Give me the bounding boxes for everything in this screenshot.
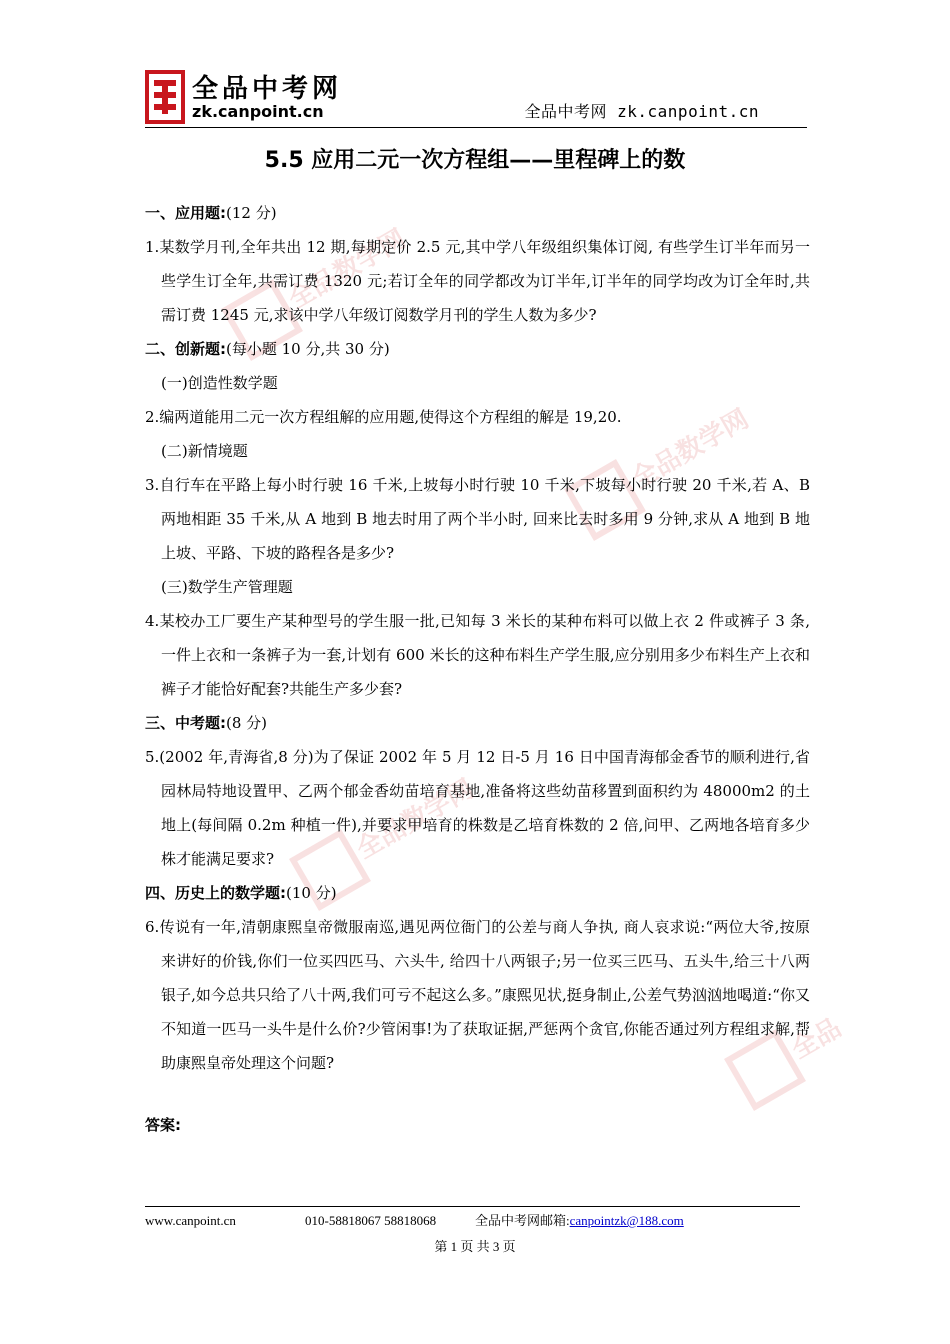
section-heading-2 [145,332,810,366]
section-note: (12 分) [226,204,277,222]
section-title: 二、创新题: [145,340,226,358]
question-6: 6.传说有一年,清朝康熙皇帝微服南巡,遇见两位衙门的公差与商人争执, 商人哀求说:“两位大爷,按原来讲好的价钱,你们一位买四匹马、六头牛, 给四十八两银子;另一位买三匹马、五头牛,给三十八两银子,如今总共只给了八十两,我们可亏不起这么多。”康熙见状,挺身制止,公差气势汹汹地喝道:“你又不知道一匹马一头牛是什么价?少管闲事!为了获取证据,严惩两个贪官,你能否通过列方程组求解,帮助康熙皇帝处理这个问题? [145,918,810,1072]
subsection-label: (三)数学生产管理题 [161,578,293,596]
canpoint-logo-icon [145,70,185,124]
section-heading-4 [145,876,810,910]
footer-mail-label: 全品中考网邮箱: [475,1213,570,1228]
logo-text: 全品中考网 [192,74,343,104]
section-title: 一、应用题: [145,204,226,222]
section-note: (10 分) [286,884,337,902]
section-title: 四、历史上的数学题: [145,884,286,902]
watermark-icon: 全品 [724,1029,806,1111]
subsection-label: (二)新情境题 [161,442,248,460]
footer-divider [145,1206,800,1207]
footer-phone: 010-58818067 58818068 [305,1213,437,1228]
watermark-icon: 全品数学网 [289,829,371,911]
watermark-icon: 全品数学网 [221,279,303,361]
page-title: 5.5 应用二元一次方程组——里程碑上的数 [264,148,686,173]
section-title: 三、中考题: [145,714,226,732]
footer-mail-link[interactable]: canpointzk@188.com [569,1213,684,1228]
page-header [145,64,807,128]
section-note: (每小题 10 分,共 30 分) [226,340,390,358]
question-3: 3.自行车在平路上每小时行驶 16 千米,上坡每小时行驶 10 千米,下坡每小时行驶 20 千米,若 A、B 两地相距 35 千米,从 A 地到 B 地去时用了两个半小时, 回来比去时多用 9 分钟,求从 A 地到 B 地上坡、平路、下坡的路程各是多少? [145,476,810,562]
page-number: 第 1 页 共 3 页 [434,1239,516,1254]
question-5: 5.(2002 年,青海省,8 分)为了保证 2002 年 5 月 12 日-5 月 16 日中国青海郁金香节的顺利进行,省园林局特地设置甲、乙两个郁金香幼苗培育基地,准备将这些幼苗移置到面积约为 48000m2 的土地上(每间隔 0.2m 种植一件),并要求甲培育的株数是乙培育株数的 2 倍,问甲、乙两地各培育多少株才能满足要求? [145,748,810,868]
answer-label: 答案: [145,1116,181,1134]
logo-url: zk.canpoint.cn [192,102,324,121]
section-heading-3 [145,706,810,740]
section-heading-1 [145,196,810,230]
page-footer [145,1210,805,1229]
header-site-label: 全品中考网 zk.canpoint.cn [524,102,759,121]
question-1: 1.某数学月刊,全年共出 12 期,每期定价 2.5 元,其中学八年级组织集体订阅, 有些学生订半年而另一些学生订全年,共需订费 1320 元;若订全年的同学都改为订半年,订半年的同学均改为订全年时,共需订费 1245 元,求该中学八年级订阅数学月刊的学生人数为多少? [145,238,810,324]
footer-site: www.canpoint.cn [145,1213,236,1228]
document-body [145,196,810,1157]
question-4: 4.某校办工厂要生产某种型号的学生服一批,已知每 3 米长的某种布料可以做上衣 2 件或裤子 3 条,一件上衣和一条裤子为一套,计划有 600 米长的这种布料生产学生服,应分别用多少布料生产上衣和裤子才能恰好配套?共能生产多少套? [145,612,810,698]
section-note: (8 分) [226,714,268,732]
question-2: 2.编两道能用二元一次方程组解的应用题,使得这个方程组的解是 19,20. [145,408,622,426]
watermark-icon: 全品数学网 [564,459,646,541]
subsection-label: (一)创造性数学题 [161,374,278,392]
header-divider [145,127,807,128]
